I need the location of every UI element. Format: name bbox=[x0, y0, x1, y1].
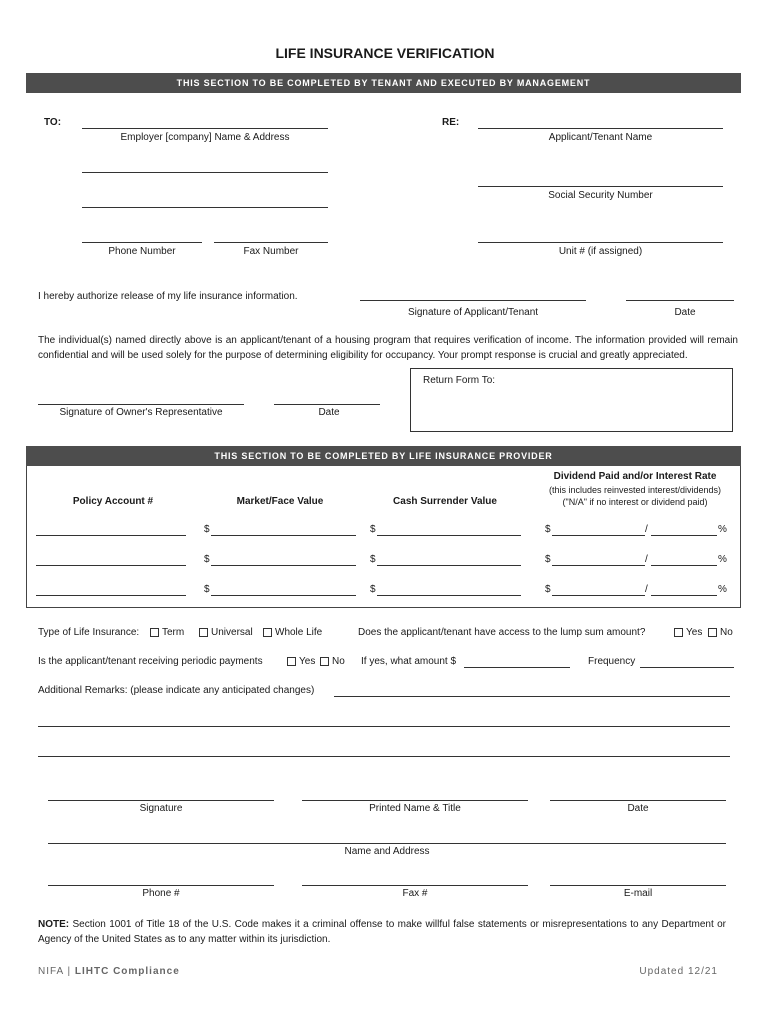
dollar-sign: $ bbox=[204, 584, 210, 595]
provider-email-field[interactable] bbox=[550, 885, 726, 886]
periodic-no-label: No bbox=[332, 656, 345, 667]
applicant-signature-label: Signature of Applicant/Tenant bbox=[407, 307, 539, 318]
dollar-sign: $ bbox=[545, 554, 551, 565]
applicant-date-label: Date bbox=[674, 307, 696, 318]
fax-label: Fax Number bbox=[243, 246, 299, 257]
col-cash: Cash Surrender Value bbox=[393, 496, 497, 507]
employer-label: Employer [company] Name & Address bbox=[120, 132, 290, 143]
periodic-no-checkbox[interactable] bbox=[320, 657, 329, 666]
owner-date-field[interactable] bbox=[274, 404, 380, 405]
footer-separator: | bbox=[67, 966, 72, 977]
dollar-sign: $ bbox=[545, 584, 551, 595]
note-text: Section 1001 of Title 18 of the U.S. Code makes it a criminal offense to make willful false statements or misrepresentations to any Department or Agency of the United States as to any matter within its jurisdiction. bbox=[38, 919, 726, 945]
employer-field[interactable] bbox=[82, 128, 328, 129]
frequency-field[interactable] bbox=[640, 667, 734, 668]
slash-separator: / bbox=[645, 554, 648, 565]
interest-rate-field[interactable] bbox=[651, 565, 717, 566]
return-form-label: Return Form To: bbox=[423, 375, 496, 386]
dividend-field[interactable] bbox=[552, 595, 645, 596]
cash-value-field[interactable] bbox=[377, 535, 521, 536]
percent-sign: % bbox=[718, 524, 727, 535]
authorize-text: I hereby authorize release of my life insurance information. bbox=[38, 291, 298, 302]
frequency-label: Frequency bbox=[588, 656, 636, 667]
ssn-label: Social Security Number bbox=[548, 190, 653, 201]
applicant-date-field[interactable] bbox=[626, 300, 734, 301]
phone-field[interactable] bbox=[82, 242, 202, 243]
col-dividend-note-2: ("N/A" if no interest or dividend paid) bbox=[562, 497, 708, 507]
dollar-sign: $ bbox=[204, 524, 210, 535]
lump-sum-no-label: No bbox=[720, 627, 733, 638]
interest-rate-field[interactable] bbox=[651, 535, 717, 536]
employer-address-line-3[interactable] bbox=[82, 207, 328, 208]
periodic-yes-label: Yes bbox=[299, 656, 316, 667]
universal-checkbox[interactable] bbox=[199, 628, 208, 637]
lump-sum-yes-label: Yes bbox=[686, 627, 703, 638]
unit-label: Unit # (if assigned) bbox=[558, 246, 643, 257]
owner-date-label: Date bbox=[318, 407, 340, 418]
policy-account-field[interactable] bbox=[36, 535, 186, 536]
remarks-line-3[interactable] bbox=[38, 756, 730, 757]
market-value-field[interactable] bbox=[211, 535, 356, 536]
owner-signature-label: Signature of Owner's Representative bbox=[59, 407, 223, 418]
info-paragraph: The individual(s) named directly above is an applicant/tenant of a housing program that requires verification of income. The information provided will remain confidential and will be used solely for the purpose of determining eligibility for occupancy. Your prompt response is crucial and greatly appreciated. bbox=[38, 335, 738, 361]
legal-note bbox=[38, 918, 726, 947]
col-market: Market/Face Value bbox=[236, 496, 324, 507]
printed-name-field[interactable] bbox=[302, 800, 528, 801]
remarks-label: Additional Remarks: (please indicate any anticipated changes) bbox=[38, 685, 315, 696]
dollar-sign: $ bbox=[204, 554, 210, 565]
unit-field[interactable] bbox=[478, 242, 723, 243]
provider-signature-label: Signature bbox=[139, 803, 183, 814]
term-label: Term bbox=[162, 627, 185, 638]
applicant-name-label: Applicant/Tenant Name bbox=[548, 132, 653, 143]
section1-header: THIS SECTION TO BE COMPLETED BY TENANT AND EXECUTED BY MANAGEMENT bbox=[26, 73, 741, 93]
provider-fax-field[interactable] bbox=[302, 885, 528, 886]
to-label: TO: bbox=[44, 117, 62, 128]
note-label: NOTE: bbox=[38, 919, 70, 930]
dollar-sign: $ bbox=[370, 554, 376, 565]
name-address-field[interactable] bbox=[48, 843, 726, 844]
slash-separator: / bbox=[645, 584, 648, 595]
policy-account-field[interactable] bbox=[36, 565, 186, 566]
fax-field[interactable] bbox=[214, 242, 328, 243]
provider-email-label: E-mail bbox=[623, 888, 653, 899]
cash-value-field[interactable] bbox=[377, 565, 521, 566]
periodic-question: Is the applicant/tenant receiving periodic payments bbox=[38, 656, 263, 667]
insurance-type-label: Type of Life Insurance: bbox=[38, 627, 140, 638]
printed-name-label: Printed Name & Title bbox=[369, 803, 461, 814]
whole-life-label: Whole Life bbox=[275, 627, 323, 638]
provider-date-label: Date bbox=[627, 803, 649, 814]
provider-phone-label: Phone # bbox=[142, 888, 180, 899]
footer-org: NIFA bbox=[38, 966, 64, 977]
applicant-name-field[interactable] bbox=[478, 128, 723, 129]
policy-account-field[interactable] bbox=[36, 595, 186, 596]
interest-rate-field[interactable] bbox=[651, 595, 717, 596]
whole-life-checkbox[interactable] bbox=[263, 628, 272, 637]
universal-label: Universal bbox=[211, 627, 253, 638]
section2-header: THIS SECTION TO BE COMPLETED BY LIFE INSURANCE PROVIDER bbox=[26, 446, 741, 466]
periodic-yes-checkbox[interactable] bbox=[287, 657, 296, 666]
ssn-field[interactable] bbox=[478, 186, 723, 187]
col-dividend-note-1: (this includes reinvested interest/dividends) bbox=[548, 485, 722, 495]
page-title: LIFE INSURANCE VERIFICATION bbox=[275, 45, 495, 61]
col-dividend: Dividend Paid and/or Interest Rate bbox=[553, 471, 717, 482]
employer-address-line-2[interactable] bbox=[82, 172, 328, 173]
return-form-box[interactable] bbox=[410, 368, 733, 432]
slash-separator: / bbox=[645, 524, 648, 535]
amount-field[interactable] bbox=[464, 667, 570, 668]
footer-program: LIHTC Compliance bbox=[74, 966, 180, 977]
remarks-field[interactable] bbox=[334, 696, 730, 697]
provider-phone-field[interactable] bbox=[48, 885, 274, 886]
footer-left bbox=[38, 966, 180, 977]
provider-fax-label: Fax # bbox=[402, 888, 428, 899]
remarks-line-2[interactable] bbox=[38, 726, 730, 727]
provider-date-field[interactable] bbox=[550, 800, 726, 801]
phone-label: Phone Number bbox=[108, 246, 176, 257]
col-policy: Policy Account # bbox=[72, 496, 154, 507]
lump-sum-yes-checkbox[interactable] bbox=[674, 628, 683, 637]
re-label: RE: bbox=[442, 117, 460, 128]
lump-sum-question: Does the applicant/tenant have access to the lump sum amount? bbox=[358, 627, 646, 638]
market-value-field[interactable] bbox=[211, 565, 356, 566]
lump-sum-no-checkbox[interactable] bbox=[708, 628, 717, 637]
footer-updated: Updated 12/21 bbox=[639, 966, 718, 977]
applicant-signature-field[interactable] bbox=[360, 300, 586, 301]
owner-signature-field[interactable] bbox=[38, 404, 244, 405]
market-value-field[interactable] bbox=[211, 595, 356, 596]
percent-sign: % bbox=[718, 584, 727, 595]
dollar-sign: $ bbox=[545, 524, 551, 535]
dollar-sign: $ bbox=[370, 584, 376, 595]
dividend-field[interactable] bbox=[552, 565, 645, 566]
dividend-field[interactable] bbox=[552, 535, 645, 536]
cash-value-field[interactable] bbox=[377, 595, 521, 596]
term-checkbox[interactable] bbox=[150, 628, 159, 637]
percent-sign: % bbox=[718, 554, 727, 565]
provider-signature-field[interactable] bbox=[48, 800, 274, 801]
name-address-label: Name and Address bbox=[344, 846, 430, 857]
dollar-sign: $ bbox=[370, 524, 376, 535]
amount-label: If yes, what amount $ bbox=[361, 656, 457, 667]
